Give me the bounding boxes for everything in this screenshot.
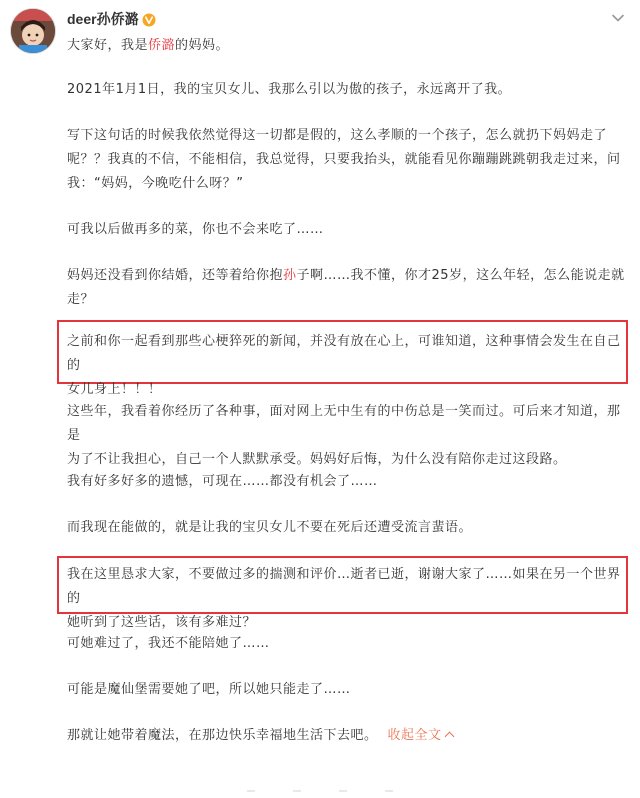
text-line: 我在这里恳求大家，不要做过多的揣测和评价…逝者已逝，谢谢大家了……如果在另一个世界的 [67, 567, 621, 606]
text-line: 女儿身上！！！ [67, 382, 162, 397]
paragraph-date: 2021年1月1日，我的宝贝女儿、我那么引以为傲的孩子，永远离开了我。 [67, 82, 512, 97]
text-line: 为了不让我担心，自己一个人默默承受。妈妈好后悔，为什么没有陪你走过这段路。 [67, 452, 567, 467]
paragraph-disbelief [67, 124, 627, 196]
chevron-up-icon [444, 732, 454, 742]
paragraph-cooking: 可我以后做再多的菜，你也不会来吃了…… [67, 222, 324, 237]
text-line: 写下这句话的时候我依然觉得这一切都是假的，这么孝顺的一个孩子，怎么就扔下妈妈走了 [67, 128, 608, 143]
paragraph-regrets: 我有好多好多的遗憾，可现在……都没有机会了…… [67, 474, 378, 489]
text-line: 呢？？我真的不信，不能相信，我总觉得，只要我抬头，就能看见你蹦蹦跳跳朝我走过来，问 [67, 152, 621, 167]
collapse-label: 收起全文 [387, 728, 442, 743]
text-line: 这些年，我看着你经历了各种事，面对网上无中生有的中伤总是一笑而过。可后来才知道，那是 [67, 404, 621, 443]
text-line: 她听到了这些话，该有多难过？ [67, 615, 257, 630]
paragraph-news [67, 330, 627, 402]
text-line: 我：“妈妈，今晚吃什么呀？” [67, 176, 244, 191]
avatar[interactable] [11, 9, 55, 53]
divider-dot [293, 790, 301, 792]
divider-dot [339, 790, 347, 792]
paragraph-rumors [67, 400, 627, 472]
text-line: 之前和你一起看到那些心梗猝死的新闻，并没有放在心上，可谁知道，这种事情会发生在自己的 [67, 334, 621, 373]
divider-dot [385, 790, 393, 792]
paragraph-magic-castle: 可能是魔仙堡需要她了吧，所以她只能走了…… [67, 682, 351, 697]
paragraph-farewell [67, 724, 627, 748]
username[interactable]: deer孙侨潞 [67, 11, 139, 27]
text-line: 走？ [67, 292, 95, 307]
paragraph-wedding [67, 264, 627, 312]
paragraph-greeting [67, 34, 627, 58]
collapse-full-text-link[interactable] [388, 728, 453, 743]
highlight-char: 孙 [283, 268, 297, 283]
verified-icon [142, 12, 156, 26]
footer-divider [0, 790, 640, 794]
text: 子啊……我不懂，你才25岁，这么年轻，怎么能说走就 [296, 268, 625, 283]
paragraph-cannot-accompany: 可她难过了，我还不能陪她了…… [67, 636, 270, 651]
text: 那就让她带着魔法，在那边快乐幸福地生活下去吧。 [67, 728, 378, 743]
text: 妈妈还没看到你结婚，还等着给你抱 [67, 268, 284, 283]
chevron-down-icon[interactable] [610, 10, 626, 26]
paragraph-protect: 而我现在能做的，就是让我的宝贝女儿不要在死后还遭受流言蜚语。 [67, 520, 473, 535]
username-row [67, 9, 156, 29]
divider-dot [247, 790, 255, 792]
text: 的妈妈。 [175, 38, 230, 53]
avatar-image [11, 9, 55, 53]
paragraph-plea [67, 563, 627, 635]
mention-name: 侨潞 [148, 38, 176, 53]
text: 大家好，我是 [67, 38, 149, 53]
